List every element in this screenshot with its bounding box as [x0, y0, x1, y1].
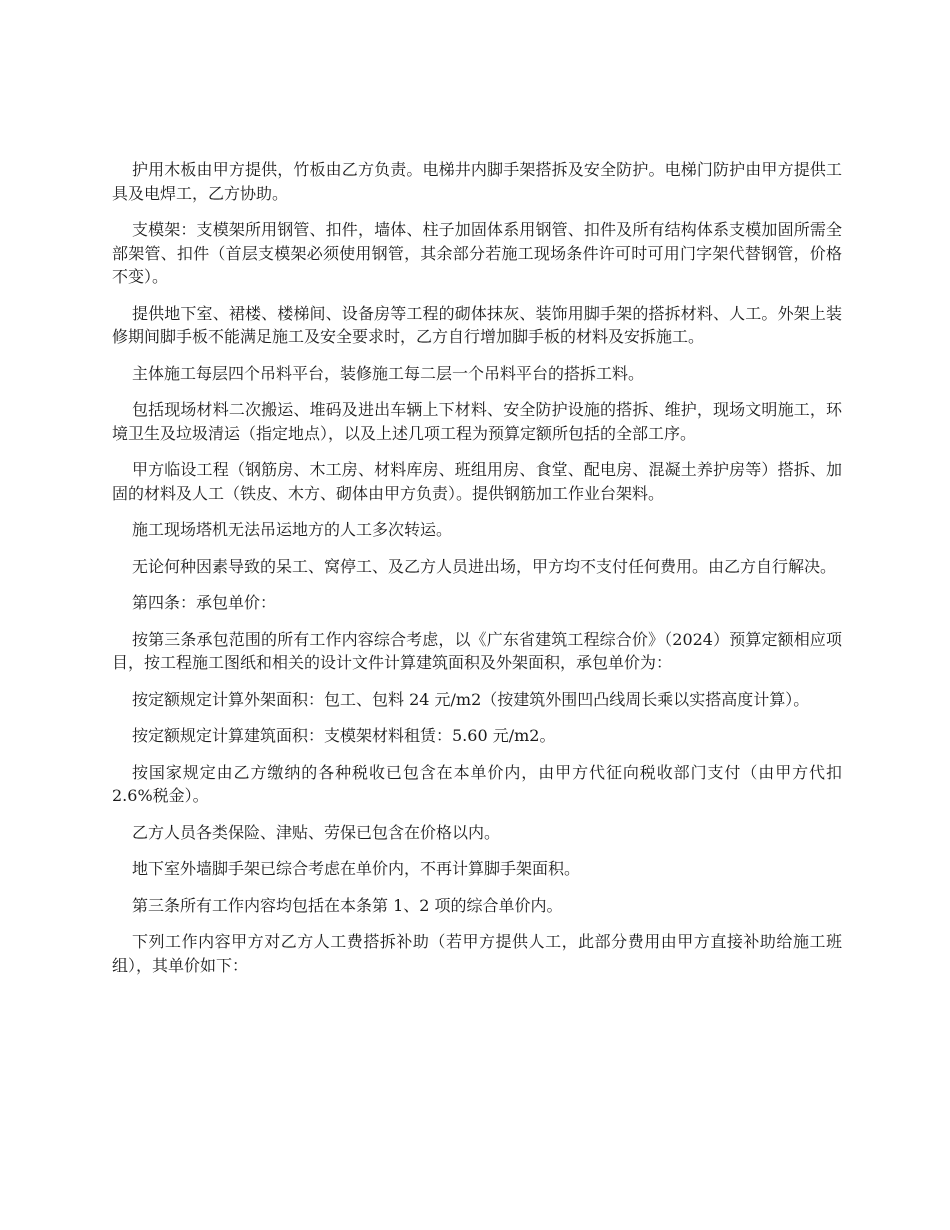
paragraph-formwork-rental-price: 按定额规定计算建筑面积：支模架材料租赁：5.60 元/m2。 — [132, 726, 556, 745]
paragraph-protection-boards: 护用木板由甲方提供，竹板由乙方负责。电梯井内脚手架搭拆及安全防护。电梯门防护由甲方提供工具及电焊工，乙方协助。 — [112, 160, 842, 203]
paragraph-labor-subsidy: 下列工作内容甲方对乙方人工费搭拆补助（若甲方提供人工，此部分费用由甲方直接补助给施工班组），其单价如下： — [112, 932, 842, 975]
paragraph-site-handling: 包括现场材料二次搬运、堆码及进出车辆上下材料、安全防护设施的搭拆、维护，现场文明施工，环境卫生及垃圾清运（指定地点），以及上述几项工程为预算定额所包括的全部工序。 — [112, 400, 842, 443]
document-body — [112, 158, 842, 990]
paragraph-formwork-support: 支模架：支模架所用钢管、扣件，墙体、柱子加固体系用钢管、扣件及所有结构体系支模加固所需全部架管、扣件（首层支模架必须使用钢管，其余部分若施工现场条件许可时可用门字架代替钢管，价格不变）。 — [112, 220, 842, 286]
paragraph-manual-transfer: 施工现场塔机无法吊运地方的人工多次转运。 — [132, 520, 453, 539]
paragraph-temporary-works: 甲方临设工程（钢筋房、木工房、材料库房、班组用房、食堂、配电房、混凝土养护房等）搭拆、加固的材料及人工（铁皮、木方、砌体由甲方负责）。提供钢筋加工作业台架料。 — [112, 460, 842, 503]
paragraph-hoist-platforms: 主体施工每层四个吊料平台，装修施工每二层一个吊料平台的搭拆工料。 — [132, 363, 645, 383]
paragraph-tax: 按国家规定由乙方缴纳的各种税收已包含在本单价内，由甲方代征向税收部门支付（由甲方代扣 2.6%税金）。 — [112, 762, 842, 805]
paragraph-basement-wall: 地下室外墙脚手架已综合考虑在单价内，不再计算脚手架面积。 — [132, 859, 581, 878]
paragraph-insurance: 乙方人员各类保险、津贴、劳保已包含在价格以内。 — [132, 822, 501, 842]
paragraph-external-scaffold-price: 按定额规定计算外架面积：包工、包料 24 元/m2（按建筑外围凹凸线周长乘以实搭高度计算）。 — [132, 689, 810, 709]
paragraph-scaffold-materials: 提供地下室、裙楼、楼梯间、设备房等工程的砌体抹灰、装饰用脚手架的搭拆材料、人工。外架上装修期间脚手板不能满足施工及安全要求时，乙方自行增加脚手板的材料及安拆施工。 — [112, 303, 842, 346]
paragraph-included-work: 第三条所有工作内容均包括在本条第 1、2 项的综合单价内。 — [132, 895, 563, 915]
section-heading-article-4: 第四条：承包单价： — [132, 593, 277, 612]
paragraph-idle-time: 无论何种因素导致的呆工、窝停工、及乙方人员进出场，甲方均不支付任何费用。由乙方自行解决。 — [132, 556, 837, 576]
paragraph-unit-price-basis: 按第三条承包范围的所有工作内容综合考虑，以《广东省建筑工程综合价》（2024）预算定额相应项目，按工程施工图纸和相关的设计文件计算建筑面积及外架面积，承包单价为： — [112, 629, 842, 672]
